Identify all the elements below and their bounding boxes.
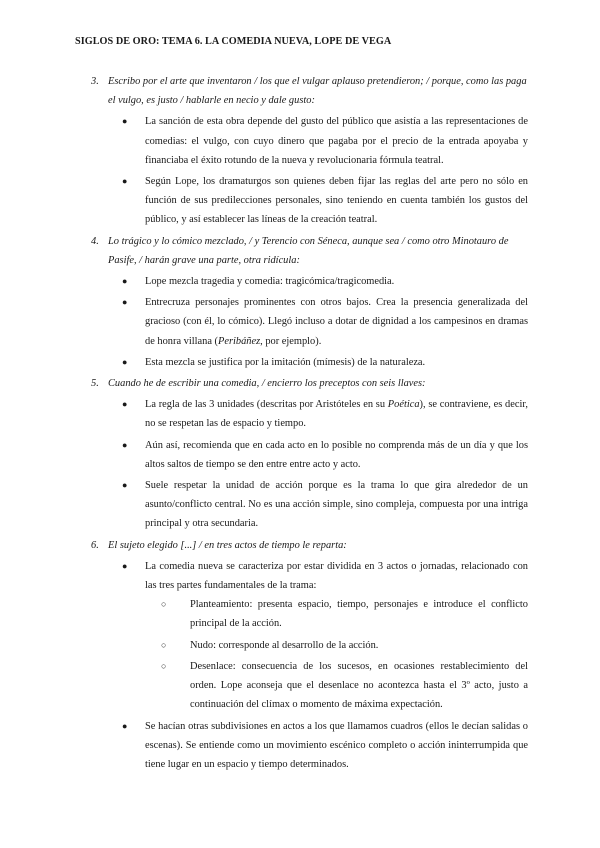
bullet-list: [91, 395, 528, 533]
sub-bullet-text: Desenlace: consecuencia de los sucesos, en ocasiones restablecimiento del orden. Lope aconseja que el desenlace no acontezca hasta el 3º acto, justo a continuación del clímax o momento de máxima expectación.: [190, 660, 528, 711]
sub-bullet-item: [161, 595, 528, 633]
section-number: 5.: [91, 378, 99, 390]
bullet-text: La comedia nueva se caracteriza por estar dividida en 3 actos o jornadas, relacionado con las tres partes fundamentales de la trama:: [145, 560, 528, 592]
bullet-text: Lope mezcla tragedia y comedia: tragicómica/tragicomedia.: [145, 276, 395, 288]
section-quote: [91, 232, 528, 270]
bullet-item: [122, 353, 528, 372]
quote-text: Escribo por el arte que inventaron / los que el vulgar aplauso pretendieron; / porque, como las paga el vulgo, es justo / hablarle en necio y dale gusto:: [108, 76, 527, 107]
section-quote: [91, 536, 528, 555]
italic-title: Poética: [387, 399, 420, 411]
bullet-icon: ●: [122, 176, 128, 187]
bullet-item: [122, 112, 528, 170]
bullet-list: [91, 272, 528, 372]
bullet-text: Suele respetar la unidad de acción porque es la trama lo que gira alrededor de un asunto/conflicto central. No es una acción simple, sino compleja, compuesta por una intriga principal y otra secundaria.: [145, 480, 528, 530]
sub-bullet-item: [161, 657, 528, 715]
document-body: [91, 72, 528, 776]
circle-bullet-icon: ○: [161, 599, 167, 610]
circle-bullet-icon: ○: [161, 660, 167, 671]
sub-bullet-text: Nudo: corresponde al desarrollo de la acción.: [190, 639, 379, 651]
bullet-icon: ●: [122, 720, 128, 731]
bullet-icon: ●: [122, 480, 128, 491]
bullet-item: [122, 557, 528, 715]
bullet-item: [122, 272, 528, 291]
bullet-text: La sanción de esta obra depende del gusto del público que asistía a las representaciones de comedias: el vulgo, con cuyo dinero que pagaba por el precio de la entrada apoyaba y financiaba el éxito rotundo de la nueva y revolucionaria fórmula teatral.: [145, 116, 528, 166]
bullet-text: La regla de las 3 unidades (descritas por Aristóteles en su Poética), se contraviene, es decir, no se respetan las de espacio y tiempo.: [145, 399, 528, 430]
quote-text: Cuando he de escribir una comedia, / encierro los preceptos con seis llaves:: [108, 378, 426, 390]
bullet-icon: ●: [122, 560, 128, 571]
bullet-icon: ●: [122, 297, 128, 308]
bullet-item: [122, 476, 528, 534]
section-quote: [91, 374, 528, 393]
section-quote: [91, 72, 528, 110]
section-number: 3.: [91, 76, 99, 87]
quote-text: Lo trágico y lo cómico mezclado, / y Terencio con Séneca, aunque sea / como otro Minotauro de Pasife, / harán grave una parte, otra ridícula:: [108, 235, 509, 266]
bullet-icon: ●: [122, 439, 128, 450]
bullet-text: Esta mezcla se justifica por la imitación (mímesis) de la naturaleza.: [145, 356, 426, 368]
circle-bullet-icon: ○: [161, 639, 167, 650]
bullet-list: [91, 557, 528, 774]
sub-bullet-list: [145, 595, 528, 714]
bullet-item: [122, 395, 528, 433]
bullet-item: [122, 436, 528, 474]
bullet-text: Se hacían otras subdivisiones en actos a los que llamamos cuadros (ellos le decían salidas o escenas). Se entiende como un movimiento escénico completo o acción ininterrumpida que tiene lugar en un espacio y tiempo determinados.: [145, 720, 528, 770]
sub-bullet-item: [161, 636, 528, 655]
bullet-text: Aún así, recomienda que en cada acto en lo posible no comprenda más de un día y que los altos saltos de tiempo se den entre entre acto y acto.: [145, 439, 528, 470]
page-header: SIGLOS DE ORO: TEMA 6. LA COMEDIA NUEVA, LOPE DE VEGA: [75, 36, 392, 47]
quote-text: El sujeto elegido [...] / en tres actos de tiempo le reparta:: [108, 539, 347, 551]
bullet-text: Entrecruza personajes prominentes con otros bajos. Crea la presencia generalizada del gracioso (con él, lo cómico). Llegó incluso a dotar de dignidad a los campesinos en dramas de honra villana (Peribáñez, por ejemplo).: [145, 297, 528, 347]
bullet-item: [122, 172, 528, 230]
bullet-icon: ●: [122, 116, 128, 127]
bullet-list: [91, 112, 528, 229]
bullet-item: [122, 293, 528, 351]
sub-bullet-text: Planteamiento: presenta espacio, tiempo, personajes e introduce el conflicto principal de la acción.: [190, 599, 528, 630]
bullet-icon: ●: [122, 276, 128, 287]
section-number: 4.: [91, 235, 99, 247]
bullet-icon: ●: [122, 399, 128, 410]
italic-title: Peribáñez: [218, 335, 261, 347]
bullet-icon: ●: [122, 356, 128, 367]
section-number: 6.: [91, 539, 99, 551]
bullet-item: [122, 717, 528, 775]
bullet-text: Según Lope, los dramaturgos son quienes deben fijar las reglas del arte pero no sólo en función de sus predilecciones personales, sino teniendo en cuenta también los gustos del público, y así establecer las líneas de la creación teatral.: [145, 176, 528, 226]
